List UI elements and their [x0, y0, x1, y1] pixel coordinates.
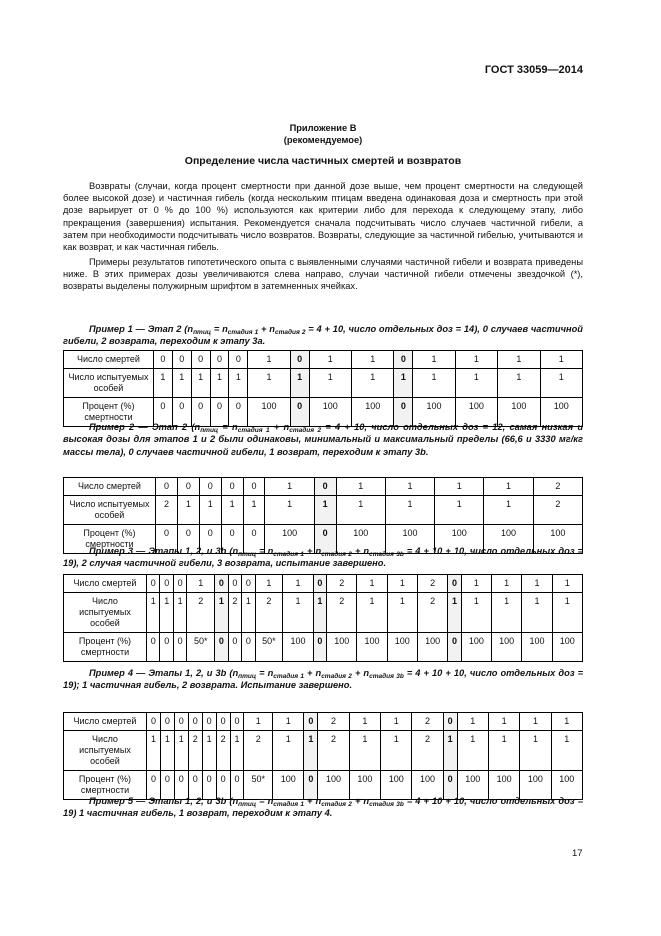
caption-subscript: стадия 3b — [369, 801, 404, 808]
caption-subscript: стадия 1 — [273, 673, 304, 680]
table-cell: 1 — [522, 593, 552, 633]
table-cell: 1 — [174, 731, 188, 771]
paragraph: Примеры результатов гипотетического опыта с выявленными случаями частичной гибели и возврата приведены ниже. В этих примерах дозы увеличиваются слева направо, случаи частичной гибели отмечены звездочкой (*), возвраты выделены полужирным шрифтом в затемненных ячейках. — [63, 257, 583, 292]
table-cell: 1 — [455, 369, 497, 398]
table-row — [64, 351, 583, 369]
caption-text: = n — [256, 796, 274, 806]
caption-subscript: стадия 3b — [369, 551, 404, 558]
appendix-status: (рекомендуемое) — [283, 135, 363, 145]
caption-text: + n — [303, 668, 322, 678]
table-cell: 1 — [520, 731, 551, 771]
table-cell: 1 — [357, 593, 387, 633]
table-cell: 1 — [309, 369, 351, 398]
table-cell: 1 — [154, 369, 173, 398]
table-cell: 2 — [412, 731, 443, 771]
table-cell: 0 — [228, 575, 241, 593]
caption-subscript: птиц — [238, 673, 257, 680]
caption-text: = 4 + 10, число отдельных доз = 12, самая низкая и высокая дозы для этапов 1 и 2 были одинаковы, минимальный и максимальный пределы (66,6 и 3330 мг/кг массы тела), 0 случаев частичной гибели, 1 возврат, переходим к этапу 3b. — [63, 422, 583, 457]
table-cell: 1 — [387, 593, 417, 633]
table-cell: 1 — [520, 713, 551, 731]
caption-subscript: стадия 1 — [237, 427, 270, 434]
caption-text: Пример 2 — Этап 2 (n — [89, 422, 201, 432]
table-cell: 1 — [522, 575, 552, 593]
table-cell: 0 — [188, 713, 202, 731]
table-cell: 1 — [173, 593, 186, 633]
example-caption — [63, 667, 583, 692]
caption-text: + n — [351, 668, 370, 678]
table-cell: 1 — [283, 575, 313, 593]
table-cell: 0 — [216, 771, 230, 800]
table-cell: 0 — [147, 575, 160, 593]
caption-subscript: стадия 1 — [273, 551, 304, 558]
table-row — [64, 575, 583, 593]
return-cell: 1 — [304, 731, 318, 771]
table-cell: 1 — [191, 369, 210, 398]
table-cell: 0 — [191, 398, 210, 427]
table-row — [64, 593, 583, 633]
standard-number: ГОСТ 33059—2014 — [484, 64, 583, 76]
section-title: Определение числа частичных смертей и возвратов — [184, 155, 462, 167]
return-cell: 0 — [394, 351, 413, 369]
row-label: Число смертей — [64, 575, 147, 593]
table-cell: 0 — [174, 771, 188, 800]
table-cell: 100 — [413, 398, 455, 427]
page-number: 17 — [572, 848, 583, 859]
table-cell: 50* — [255, 633, 283, 662]
table-cell: 1 — [199, 496, 221, 525]
row-label: Процент (%) смертности — [64, 525, 156, 554]
caption-text: = n — [218, 422, 238, 432]
example-table — [63, 350, 583, 427]
row-label: Процент (%) смертности — [64, 633, 147, 662]
table-cell: 0 — [216, 713, 230, 731]
table-cell: 1 — [177, 496, 199, 525]
table-cell: 100 — [457, 771, 488, 800]
table-cell: 2 — [533, 496, 582, 525]
table-cell: 1 — [273, 731, 304, 771]
table-cell: 2 — [318, 731, 349, 771]
table-row — [64, 731, 583, 771]
table-cell: 0 — [191, 351, 210, 369]
table-cell: 100 — [522, 633, 552, 662]
table-row — [64, 496, 583, 525]
table-cell: 100 — [318, 771, 349, 800]
table-cell: 1 — [349, 731, 380, 771]
table-cell: 1 — [498, 369, 540, 398]
return-cell: 1 — [215, 593, 228, 633]
table-cell: 100 — [352, 398, 394, 427]
table-cell: 1 — [484, 478, 533, 496]
table-cell: 1 — [160, 593, 173, 633]
caption-text: Пример 4 — Этапы 1, 2, и 3b (n — [89, 668, 239, 678]
table-cell: 100 — [520, 771, 551, 800]
row-label: Число испытуемых особей — [64, 496, 156, 525]
table-cell: 1 — [551, 713, 582, 731]
table-cell: 1 — [435, 478, 484, 496]
return-cell: 0 — [448, 633, 461, 662]
return-cell: 1 — [314, 496, 336, 525]
return-cell: 0 — [215, 633, 228, 662]
table-cell: 100 — [327, 633, 357, 662]
table-cell: 100 — [412, 771, 443, 800]
table-cell: 2 — [188, 731, 202, 771]
table-cell: 1 — [381, 731, 412, 771]
return-cell: 0 — [314, 478, 336, 496]
table-cell: 1 — [540, 351, 582, 369]
table-cell: 100 — [273, 771, 304, 800]
table-cell: 2 — [417, 575, 447, 593]
table-cell: 0 — [174, 713, 188, 731]
caption-subscript: стадия 2 — [274, 329, 306, 336]
table-cell: 2 — [244, 731, 273, 771]
appendix-title: Приложение В — [289, 123, 357, 133]
return-cell: 0 — [448, 575, 461, 593]
table-cell: 1 — [413, 351, 455, 369]
return-cell: 0 — [304, 713, 318, 731]
table-cell: 1 — [492, 593, 522, 633]
table-cell: 1 — [336, 478, 385, 496]
table-cell: 0 — [221, 478, 243, 496]
table-cell: 100 — [488, 771, 519, 800]
table-cell: 2 — [187, 593, 215, 633]
table-cell: 0 — [242, 575, 255, 593]
caption-subscript: стадия 1 — [227, 329, 259, 336]
row-label: Число испытуемых особей — [64, 593, 147, 633]
table-cell: 1 — [309, 351, 351, 369]
example-caption — [63, 795, 583, 820]
caption-text: = n — [256, 546, 274, 556]
table-cell: 1 — [187, 575, 215, 593]
table-cell: 1 — [349, 713, 380, 731]
table-cell: 100 — [248, 398, 290, 427]
table-cell: 50* — [187, 633, 215, 662]
table-cell: 1 — [273, 713, 304, 731]
table-cell: 1 — [552, 575, 582, 593]
table-cell: 1 — [385, 478, 434, 496]
caption-subscript: стадия 2 — [321, 801, 352, 808]
table-cell: 100 — [387, 633, 417, 662]
table-cell: 1 — [381, 713, 412, 731]
example-caption — [63, 323, 583, 348]
return-cell: 0 — [215, 575, 228, 593]
caption-text: + n — [303, 796, 322, 806]
table-cell: 100 — [336, 525, 385, 554]
table-cell: 2 — [327, 575, 357, 593]
return-cell: 0 — [314, 525, 336, 554]
caption-text: + n — [303, 546, 322, 556]
return-cell: 0 — [313, 633, 326, 662]
table-cell: 2 — [412, 713, 443, 731]
table-cell: 1 — [498, 351, 540, 369]
table-cell: 0 — [243, 525, 265, 554]
caption-text: = 4 + 10 + 10, число отдельных доз = 19) 1 частичная гибель, 1 возврат, переходим к этапу 4. — [63, 796, 584, 819]
table-cell: 100 — [265, 525, 314, 554]
table-cell: 0 — [160, 771, 174, 800]
table-cell: 100 — [552, 633, 582, 662]
table-cell: 100 — [455, 398, 497, 427]
table-cell: 100 — [385, 525, 434, 554]
table-cell: 1 — [492, 575, 522, 593]
row-label: Число смертей — [64, 478, 156, 496]
table-cell: 100 — [533, 525, 582, 554]
table-cell: 0 — [210, 351, 229, 369]
table-cell: 1 — [229, 369, 248, 398]
return-cell: 1 — [394, 369, 413, 398]
table-cell: 1 — [172, 369, 191, 398]
return-cell: 0 — [394, 398, 413, 427]
table-cell: 2 — [318, 713, 349, 731]
table-cell: 1 — [457, 713, 488, 731]
table-cell: 0 — [147, 633, 160, 662]
caption-text: + n — [269, 422, 290, 432]
table-cell: 1 — [202, 731, 216, 771]
table-cell: 0 — [173, 633, 186, 662]
return-cell: 0 — [443, 771, 457, 800]
table-cell: 2 — [417, 593, 447, 633]
table-cell: 0 — [230, 713, 244, 731]
table-cell: 0 — [202, 713, 216, 731]
table-cell: 100 — [484, 525, 533, 554]
return-cell: 1 — [443, 731, 457, 771]
caption-subscript: птиц — [238, 801, 257, 808]
table-cell: 1 — [244, 713, 273, 731]
table-cell: 0 — [172, 351, 191, 369]
table-cell: 0 — [243, 478, 265, 496]
caption-text: = 4 + 10 + 10, число отдельных доз = 19); 1 частичная гибель, 2 возврата. Испытание завершено. — [63, 668, 584, 691]
table-cell: 1 — [242, 593, 255, 633]
table-cell: 1 — [488, 731, 519, 771]
table-cell: 1 — [540, 369, 582, 398]
caption-subscript: птиц — [238, 551, 257, 558]
caption-subscript: птиц — [193, 329, 211, 336]
return-cell: 0 — [304, 771, 318, 800]
table-cell: 100 — [498, 398, 540, 427]
table-cell: 100 — [309, 398, 351, 427]
table-cell: 100 — [349, 771, 380, 800]
table-cell: 0 — [210, 398, 229, 427]
caption-text: = 4 + 10, число отдельных доз = 14), 0 случаев частичной гибели, 2 возврата, переходим к этапу 3а. — [63, 324, 583, 347]
table-cell: 0 — [172, 398, 191, 427]
table-cell: 0 — [202, 771, 216, 800]
caption-text: = 4 + 10 + 10, число отдельных доз = 19), 2 случая частичной гибели, 3 возврата, испытание завершено. — [63, 546, 584, 569]
table-cell: 100 — [417, 633, 447, 662]
example-table — [63, 712, 583, 800]
caption-text: + n — [351, 796, 370, 806]
caption-text: + n — [351, 546, 370, 556]
row-label: Число смертей — [64, 351, 154, 369]
table-cell: 1 — [265, 496, 314, 525]
row-label: Число смертей — [64, 713, 147, 731]
table-cell: 1 — [255, 575, 283, 593]
table-cell: 1 — [248, 351, 290, 369]
example-caption — [63, 421, 583, 458]
table-cell: 100 — [492, 633, 522, 662]
caption-subscript: стадия 3b — [369, 673, 404, 680]
table-row — [64, 713, 583, 731]
return-cell: 0 — [313, 575, 326, 593]
table-cell: 1 — [160, 731, 174, 771]
table-cell: 0 — [188, 771, 202, 800]
caption-text: Пример 1 — Этап 2 (n — [89, 324, 194, 334]
row-label: Число испытуемых особей — [64, 369, 154, 398]
table-cell: 0 — [228, 633, 241, 662]
table-cell: 1 — [283, 593, 313, 633]
table-cell: 1 — [230, 731, 244, 771]
table-cell: 100 — [357, 633, 387, 662]
table-cell: 1 — [552, 593, 582, 633]
table-cell: 1 — [455, 351, 497, 369]
caption-text: + n — [258, 324, 275, 334]
table-cell: 0 — [242, 633, 255, 662]
return-cell: 0 — [290, 351, 309, 369]
caption-subscript: птиц — [200, 427, 219, 434]
table-cell: 0 — [221, 525, 243, 554]
paragraph: Возвраты (случаи, когда процент смертности при данной дозе выше, чем процент смертности на следующей более высокой дозе) и частичная гибель (когда нескольким птицам введена одинаковая доза и смертность при этой дозе варьирует от 0 % до 100 %) используются как критерии либо для перехода к следующему этапу, либо прекращения (завершения) испытания. Рекомендуется сначала подсчитывать число случаев частичной гибели, а затем при необходимости подсчитывать число возвратов. Возвраты, следующие за частичной гибелью, учитываются и как возврат, и как частичная гибель. — [63, 181, 583, 253]
table-cell: 0 — [199, 478, 221, 496]
caption-text: = n — [211, 324, 228, 334]
table-cell: 0 — [177, 525, 199, 554]
table-cell: 1 — [352, 369, 394, 398]
table-cell: 1 — [243, 496, 265, 525]
table-cell: 50* — [244, 771, 273, 800]
table-row — [64, 478, 583, 496]
table-cell: 2 — [255, 593, 283, 633]
table-cell: 1 — [147, 731, 161, 771]
table-cell: 1 — [435, 496, 484, 525]
table-cell: 2 — [533, 478, 582, 496]
table-cell: 1 — [551, 731, 582, 771]
table-cell: 2 — [228, 593, 241, 633]
table-cell: 1 — [352, 351, 394, 369]
row-label: Число испытуемых особей — [64, 731, 147, 771]
return-cell: 1 — [290, 369, 309, 398]
caption-subscript: стадия 2 — [321, 551, 352, 558]
example-table — [63, 574, 583, 662]
caption-text: = n — [256, 668, 274, 678]
table-cell: 2 — [216, 731, 230, 771]
table-cell: 1 — [461, 593, 491, 633]
return-cell: 1 — [448, 593, 461, 633]
table-cell: 2 — [156, 496, 178, 525]
table-cell: 0 — [177, 478, 199, 496]
table-cell: 0 — [154, 398, 173, 427]
table-cell: 0 — [199, 525, 221, 554]
example-caption — [63, 545, 583, 570]
table-cell: 0 — [229, 398, 248, 427]
row-label: Процент (%) смертности — [64, 398, 154, 427]
table-cell: 100 — [381, 771, 412, 800]
caption-subscript: стадия 2 — [321, 673, 352, 680]
table-cell: 0 — [173, 575, 186, 593]
table-cell: 1 — [488, 713, 519, 731]
table-cell: 2 — [327, 593, 357, 633]
table-cell: 100 — [435, 525, 484, 554]
return-cell: 0 — [290, 398, 309, 427]
table-cell: 100 — [461, 633, 491, 662]
table-cell: 1 — [484, 496, 533, 525]
table-cell: 0 — [147, 713, 161, 731]
table-cell: 0 — [154, 351, 173, 369]
table-cell: 1 — [457, 731, 488, 771]
table-cell: 1 — [336, 496, 385, 525]
table-cell: 1 — [413, 369, 455, 398]
table-cell: 0 — [147, 771, 161, 800]
caption-subscript: стадия 2 — [289, 427, 322, 434]
table-row — [64, 633, 583, 662]
example-table — [63, 477, 583, 554]
table-cell: 100 — [551, 771, 582, 800]
table-cell: 100 — [283, 633, 313, 662]
table-cell: 0 — [160, 713, 174, 731]
table-cell: 1 — [461, 575, 491, 593]
table-cell: 1 — [387, 575, 417, 593]
table-cell: 0 — [160, 633, 173, 662]
table-cell: 0 — [156, 478, 178, 496]
return-cell: 1 — [313, 593, 326, 633]
table-cell: 1 — [210, 369, 229, 398]
table-cell: 0 — [230, 771, 244, 800]
caption-subscript: стадия 1 — [273, 801, 304, 808]
table-row — [64, 369, 583, 398]
return-cell: 0 — [443, 713, 457, 731]
table-cell: 100 — [540, 398, 582, 427]
table-cell: 1 — [221, 496, 243, 525]
table-cell: 1 — [385, 496, 434, 525]
caption-text: Пример 3 — Этапы 1, 2, и 3b (n — [89, 546, 239, 556]
table-cell: 1 — [248, 369, 290, 398]
table-cell: 1 — [265, 478, 314, 496]
table-cell: 0 — [156, 525, 178, 554]
table-cell: 0 — [229, 351, 248, 369]
table-cell: 1 — [357, 575, 387, 593]
table-cell: 1 — [147, 593, 160, 633]
table-cell: 0 — [160, 575, 173, 593]
row-label: Процент (%) смертности — [64, 771, 147, 800]
caption-text: Пример 5 — Этапы 1, 2, и 3b (n — [89, 796, 239, 806]
